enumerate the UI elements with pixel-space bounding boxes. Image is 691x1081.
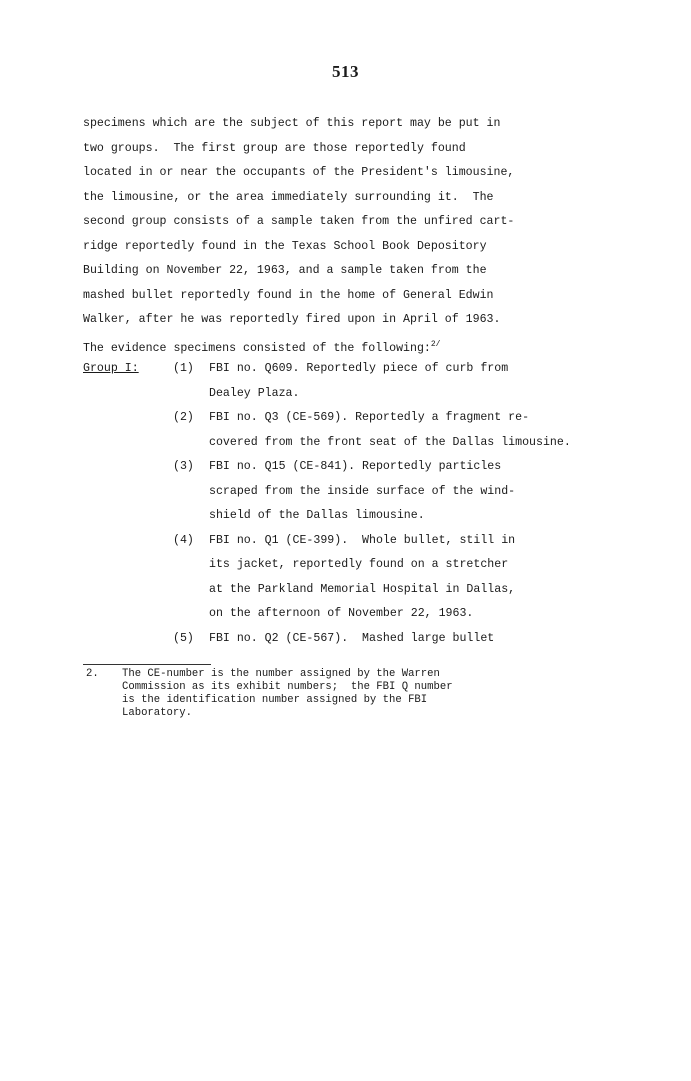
footnote-marker: 2/: [430, 340, 441, 349]
item-number: (3): [173, 460, 194, 473]
body-line: the limousine, or the area immediately surrounding it. The: [83, 191, 494, 204]
body-line: specimens which are the subject of this report may be put in: [83, 117, 501, 130]
item-line: covered from the front seat of the Dallas limousine.: [209, 436, 571, 449]
body-line: second group consists of a sample taken from the unfired cart-: [83, 215, 515, 228]
item-line: FBI no. Q15 (CE-841). Reportedly particles: [209, 460, 502, 473]
body-line: Walker, after he was reportedly fired upon in April of 1963.: [83, 313, 501, 326]
item-number: (1): [173, 362, 194, 375]
footnote-number: 2.: [86, 668, 99, 680]
item-line: FBI no. Q3 (CE-569). Reportedly a fragment re-: [209, 411, 530, 424]
footnote-line: The CE-number is the number assigned by the Warren: [122, 668, 440, 680]
page-number: 513: [332, 62, 359, 81]
body-line: located in or near the occupants of the President's limousine,: [83, 166, 515, 179]
footnote-line: Laboratory.: [122, 707, 192, 719]
item-number: (4): [173, 534, 194, 547]
item-line: scraped from the inside surface of the wind-: [209, 485, 516, 498]
item-line: on the afternoon of November 22, 1963.: [209, 607, 474, 620]
body-line-with-footnote: [83, 338, 440, 356]
item-number: (5): [173, 632, 194, 645]
item-line: at the Parkland Memorial Hospital in Dallas,: [209, 583, 516, 596]
body-line: two groups. The first group are those reportedly found: [83, 142, 466, 155]
footnote-line: is the identification number assigned by the FBI: [122, 694, 428, 706]
item-line: its jacket, reportedly found on a stretcher: [209, 558, 509, 571]
footnote-line: Commission as its exhibit numbers; the FBI Q number: [122, 681, 453, 693]
body-line: mashed bullet reportedly found in the home of General Edwin: [83, 289, 494, 302]
body-line-text: The evidence specimens consisted of the following:: [83, 342, 431, 355]
group-label: Group I:: [83, 362, 139, 375]
item-line: FBI no. Q609. Reportedly piece of curb from: [209, 362, 509, 375]
item-line: FBI no. Q2 (CE-567). Mashed large bullet: [209, 632, 495, 645]
body-line: ridge reportedly found in the Texas School Book Depository: [83, 240, 487, 253]
item-line: FBI no. Q1 (CE-399). Whole bullet, still in: [209, 534, 516, 547]
item-number: (2): [173, 411, 194, 424]
body-line: Building on November 22, 1963, and a sample taken from the: [83, 264, 487, 277]
footnote-divider: [83, 664, 211, 665]
item-line: Dealey Plaza.: [209, 387, 300, 400]
item-line: shield of the Dallas limousine.: [209, 509, 425, 522]
